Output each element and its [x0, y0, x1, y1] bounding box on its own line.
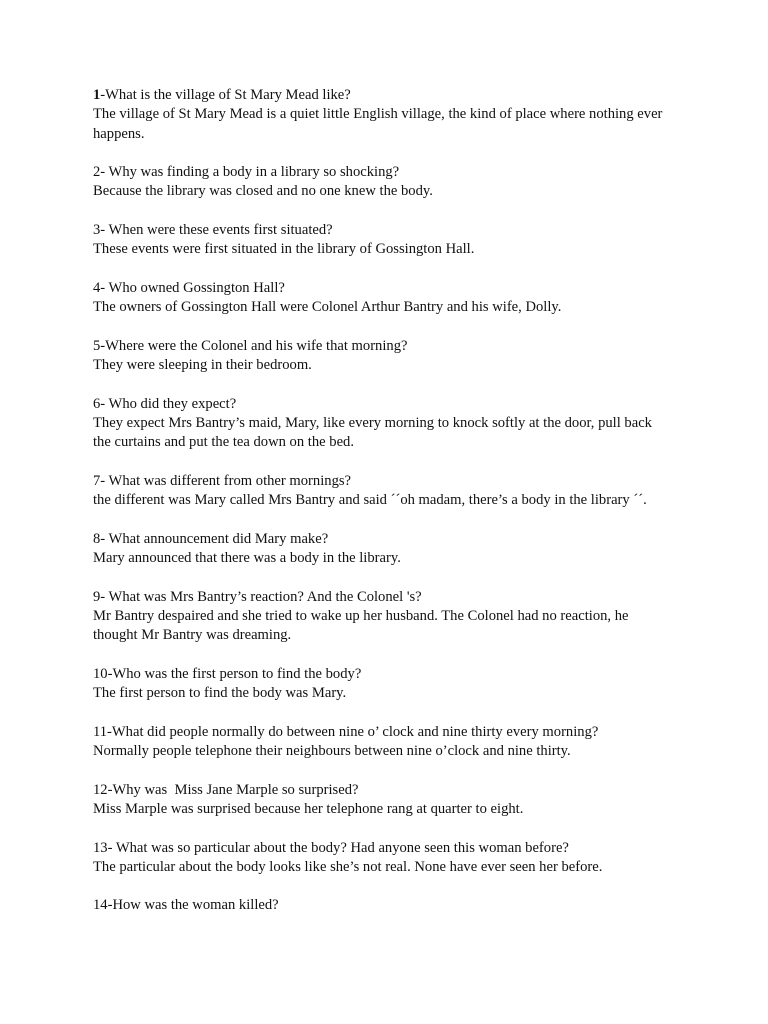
answer: The first person to find the body was Mary.	[93, 685, 347, 702]
answer: These events were first situated in the library of Gossington Hall.	[93, 241, 475, 258]
question: 12-Why was Miss Jane Marple so surprised?	[93, 781, 359, 798]
question	[93, 86, 673, 105]
question: 13- What was so particular about the body? Had anyone seen this woman before?	[93, 839, 569, 856]
question: 5-Where were the Colonel and his wife that morning?	[93, 337, 408, 354]
answer: The village of St Mary Mead is a quiet little English village, the kind of place where nothing ever happens.	[93, 106, 667, 142]
answer: Mary announced that there was a body in the library.	[93, 550, 401, 567]
qa-item-2	[93, 163, 673, 202]
question: 2- Why was finding a body in a library so shocking?	[93, 164, 400, 181]
qa-item-11	[93, 723, 673, 762]
qa-item-3	[93, 221, 673, 260]
qa-item-14	[93, 896, 673, 915]
document-page	[93, 86, 673, 935]
question: 10-Who was the first person to find the body?	[93, 665, 362, 682]
answer: Miss Marple was surprised because her telephone rang at quarter to eight.	[93, 800, 524, 817]
qa-item-10	[93, 665, 673, 704]
question: 7- What was different from other mornings?	[93, 472, 352, 489]
answer: Because the library was closed and no one knew the body.	[93, 183, 433, 200]
question-text: -What is the village of St Mary Mead like?	[100, 87, 351, 103]
answer: They expect Mrs Bantry’s maid, Mary, like every morning to knock softly at the door, pull back the curtains and put the tea down on the bed.	[93, 415, 656, 451]
question: 6- Who did they expect?	[93, 395, 237, 412]
question: 3- When were these events first situated?	[93, 222, 333, 239]
answer: The owners of Gossington Hall were Colonel Arthur Bantry and his wife, Dolly.	[93, 299, 562, 316]
qa-item-8	[93, 530, 673, 569]
qa-item-12	[93, 781, 673, 820]
qa-item-1	[93, 86, 673, 144]
question: 11-What did people normally do between nine o’ clock and nine thirty every morning?	[93, 723, 599, 740]
answer: Normally people telephone their neighbours between nine o’clock and nine thirty.	[93, 743, 571, 760]
answer: the different was Mary called Mrs Bantry and said ´´oh madam, there’s a body in the library ´´.	[93, 492, 647, 509]
qa-item-6	[93, 395, 673, 453]
qa-item-7	[93, 472, 673, 511]
qa-item-9	[93, 588, 673, 646]
question: 14-How was the woman killed?	[93, 897, 279, 914]
qa-item-13	[93, 839, 673, 878]
qa-item-4	[93, 279, 673, 318]
question-number: 1	[93, 87, 101, 103]
answer: They were sleeping in their bedroom.	[93, 357, 312, 374]
qa-item-5	[93, 337, 673, 376]
question: 9- What was Mrs Bantry’s reaction? And the Colonel 's?	[93, 588, 422, 605]
question: 8- What announcement did Mary make?	[93, 530, 329, 547]
question: 4- Who owned Gossington Hall?	[93, 279, 285, 296]
answer: Mr Bantry despaired and she tried to wake up her husband. The Colonel had no reaction, he thought Mr Bantry was dreaming.	[93, 608, 633, 644]
answer: The particular about the body looks like she’s not real. None have ever seen her before.	[93, 858, 603, 875]
